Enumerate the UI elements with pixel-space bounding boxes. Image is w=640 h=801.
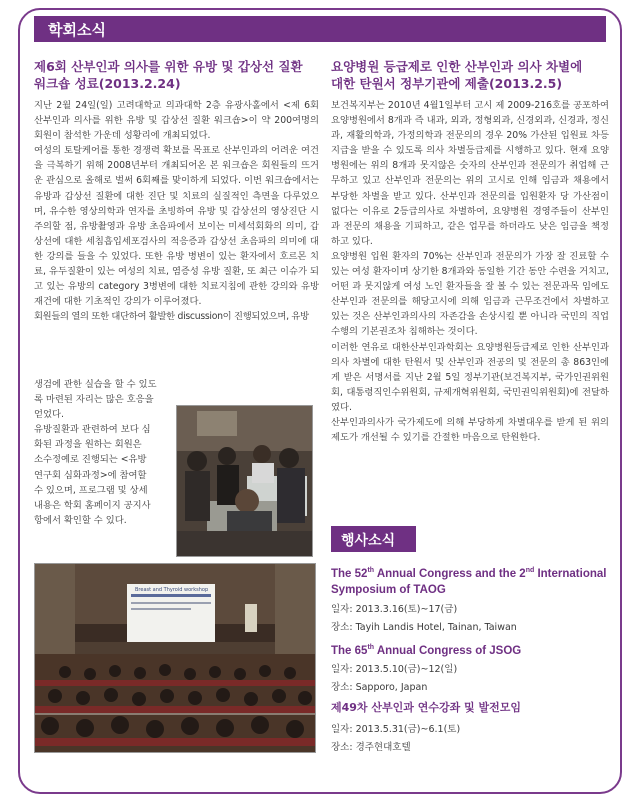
- event-title-sup: nd: [525, 567, 535, 574]
- event-date: 일자: 2013.3.16(토)~17(금): [331, 604, 458, 615]
- right-article-title: [331, 58, 611, 92]
- events-header-bar: [331, 526, 416, 552]
- right-paragraph: 산부인과의사가 국가제도에 의해 부당하게 차별대우를 받게 된 위의 제도가 개선될 수 있기를 간절한 마음으로 탄원한다.: [331, 416, 609, 444]
- section-header-bar: [34, 16, 606, 42]
- lecture-screen-text: Breast and Thyroid workshop: [135, 587, 209, 593]
- wrap-line: 유방질환과 관련하여 보다 심: [34, 424, 151, 436]
- workshop-practice-illustration: [177, 406, 312, 556]
- event-title-part: Annual Congress and the 2: [374, 567, 526, 580]
- wrap-line: 수 있으며, 프로그램 및 상세: [34, 484, 148, 496]
- lecture-hall-photo: [34, 563, 316, 753]
- wrap-line: 록 마련된 자리는 많은 호응을: [34, 394, 154, 406]
- events-title: 행사소식: [341, 533, 396, 549]
- event-place: 장소: Sapporo, Japan: [331, 682, 428, 693]
- right-article-body: [331, 98, 609, 445]
- event-place: 장소: Tayih Landis Hotel, Tainan, Taiwan: [331, 622, 517, 633]
- wrap-line: 얻었다.: [34, 409, 64, 421]
- right-paragraph: 보건복지부는 2010년 4월1일부터 고시 제 2009-216호를 공포하여 요양병원에서 8개과 즉 내과, 외과, 정형외과, 신경외과, 신경과, 정신과, 재활의학과, 가정의학과 전문의의 경우 20% 가산된 입원료 차등지급을 받을 수 있도록 의사 차별등급제를 시행하고 있다. 현재 요양병원에는 위의 8개과 못지않은 숫자의 산부인과 전문의가 취업해 근무하고 있고 산부인과 전문의는 위의 고시로 인해 임금과 채용에서 부당한 차별을 받고 있다. 산부인과 전문의를 입원환자 당 가산점이 없다는 이유로 2등급의사로 차별하여, 요양병원 경영주들이 산부인과 전문의 채용을 기피하고, 같은 업무를 하더라도 낮은 임금을 책정하고 있다.: [331, 100, 609, 247]
- left-article-title: [34, 58, 319, 92]
- right-paragraph: 이러한 연유로 대한산부인과학회는 요양병원등급제로 인한 산부인과 의사 차별에 대한 탄원서 및 산부인과 전공의 및 전문의 총 863인에게 받은 서명서를 지난 2월 5일 정부기관(보건복지부, 국가인권위원회, 대통령직인수위원회, 규제개혁위원회, 국민권익위원회)에 전달하였다.: [331, 341, 609, 413]
- event-title-sup: th: [367, 644, 375, 651]
- right-article-title-line1: 요양병원 등급제로 인한 산부인과 의사 차별에: [331, 59, 583, 74]
- event-date: 일자: 2013.5.10(금)~12(일): [331, 664, 458, 675]
- wrap-line: 화된 과정을 원하는 회원은: [34, 439, 142, 451]
- wrap-line: 소수정예로 진행되는 <유방: [34, 454, 147, 466]
- left-article-title-line2: 워크숍 성료(2013.2.24): [34, 76, 181, 91]
- right-paragraph: 요양병원 입원 환자의 70%는 산부인과 전문의가 가장 잘 진료할 수 있는 여성 환자이며 상기한 8개과와 동일한 기간 동안 수련을 거치고, 어떤 과 못지않게 여성 노인 환자들을 잘 볼 수 있는 전문과목 임에도 산부인과 전문의를 해당고시에 의해 임금과 근무조건에서 차별하고 있는 것은 산부인과의사의 자존감을 손상시킬 뿐 아니라 국민의 직업수행의 기본권조차 침해하는 것이다.: [331, 250, 609, 338]
- event-title-part: Symposium of TAOG: [331, 583, 446, 596]
- wrap-line: 내용은 학회 홈페이지 공지사: [34, 499, 151, 511]
- wrap-line: 연구회 심화과정>에 참여할: [34, 469, 147, 481]
- left-paragraph: 여성의 토탈케어를 통한 경쟁력 확보를 목표로 산부인과의 어려운 여건을 극복하기 위해 2008년부터 개최되어온 본 워크숍은 회원들의 뜨거운 관심으로 올해로 벌써 6회째를 맞이하게 되었다. 이번 워크숍에서는 유방과 갑상선 질환에 대한 진단 및 치료의 실질적인 측면을 다루었으며, 유수한 영상의학과 연자를 초빙하여 유방 및 갑상선의 영상진단 시 주의할 점, 유방촬영과 유방 초음파에서 보이는 미세석회화의 의미, 갑상선에 대한 세침흡입세포검사의 적응증과 갑상선 초음파의 의미에 대한 강의를 들을 수 있었다. 또한 유방 병변이 있는 환자에서 호르몬 치료, 유두질환이 있는 여성의 치료, 염증성 유방 질환, 또 최근 이슈가 되고 있는 유방의 category 3병변에 대한 치료지침에 관한 강의와 유방재건에 대한 기초적인 강의가 이루어졌다.: [34, 145, 319, 308]
- section-title: 학회소식: [48, 21, 106, 39]
- wrap-line: 항에서 확인할 수 있다.: [34, 514, 127, 526]
- left-article-title-line1: 제6회 산부인과 의사를 위한 유방 및 갑상선 질환: [34, 59, 303, 74]
- right-article-title-line2: 대한 탄원서 정부기관에 제출(2013.2.5): [331, 76, 563, 91]
- wrap-line: 생검에 관한 실습을 할 수 있도: [34, 379, 157, 390]
- event-title-course: 제49차 산부인과 연수강좌 및 발전모임: [331, 701, 522, 714]
- event-title-part: The 52: [331, 567, 368, 580]
- event-title-part: Annual Congress of JSOG: [374, 644, 522, 657]
- left-article-wrap-text: [34, 377, 174, 528]
- event-title-part: The 65: [331, 644, 368, 657]
- event-place: 장소: 경주현대호텔: [331, 742, 411, 753]
- event-title-taog: [331, 563, 616, 598]
- left-wrap-full-line: 회원들의 열의 또한 대단하여 활발한 discussion이 진행되었으며, 유방: [34, 311, 309, 323]
- event-date: 일자: 2013.5.31(금)~6.1(토): [331, 724, 461, 735]
- workshop-practice-photo: [176, 405, 313, 557]
- event-title-part: International: [534, 567, 607, 580]
- event-title-jsog: [331, 640, 616, 659]
- event-title-sup: th: [367, 567, 375, 574]
- left-article-body: [34, 98, 319, 324]
- lecture-hall-illustration: [35, 564, 315, 752]
- left-paragraph: 지난 2월 24일(일) 고려대학교 의과대학 2층 유광사홀에서 <제 6회 산부인과 의사를 위한 유방 및 갑상선 질환 워크숍>이 약 200여명의 회원이 참석한 가운데 성황리에 개최되었다.: [34, 100, 319, 142]
